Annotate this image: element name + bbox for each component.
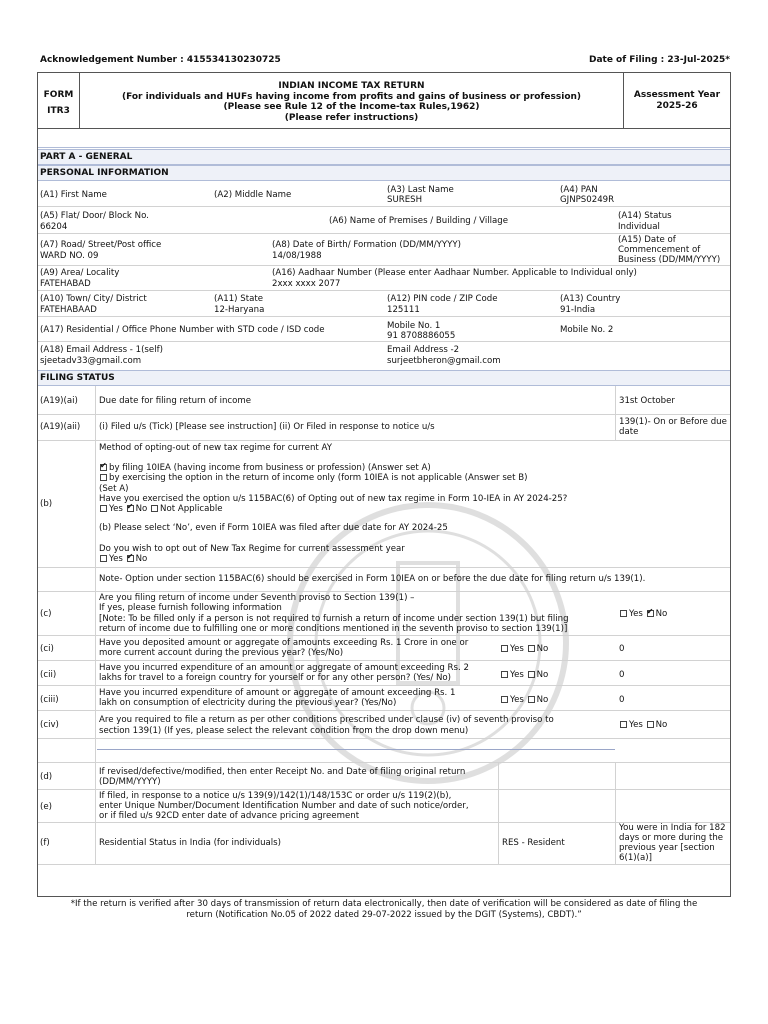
- no-checkbox-icon[interactable]: [647, 610, 654, 617]
- filed-us-text: (i) Filed u/s (Tick) [Please see instruction] (ii) Or Filed in response to notice u/s: [99, 422, 435, 432]
- ciii-label: (ciii): [40, 695, 59, 705]
- no-checkbox-icon[interactable]: [647, 721, 654, 728]
- date-of-filing: Date of Filing : 23-Jul-2025*: [588, 55, 730, 65]
- email-2-value: surjeetbheron@gmail.com: [387, 356, 501, 366]
- personal-info-heading: PERSONAL INFORMATION: [38, 165, 730, 181]
- assessment-year-box: [624, 73, 730, 128]
- area-locality-label: (A9) Area/ Locality: [40, 268, 120, 278]
- premises-label: (A6) Name of Premises / Building / Village: [329, 216, 508, 226]
- e-text-1: If filed, in response to a notice u/s 139(9)/142(1)/148/153C or order u/s 119(2)(b),: [99, 791, 452, 801]
- town-city-label: (A10) Town/ City/ District: [40, 294, 147, 304]
- due-date-text: Due date for filing return of income: [99, 396, 252, 406]
- form-code: ITR3: [47, 106, 70, 116]
- footer-note: [40, 899, 728, 921]
- phone-label: (A17) Residential / Office Phone Number with STD code / ISD code: [40, 325, 325, 335]
- pan-value: GJNPS0249R: [560, 195, 615, 205]
- dob-value: 14/08/1988: [272, 251, 322, 261]
- civ-text-2: section 139(1) (If yes, please select the relevant condition from the drop down menu): [99, 726, 469, 736]
- dob-label: (A8) Date of Birth/ Formation (DD/MM/YYYY): [272, 240, 461, 250]
- civ-options: Yes No: [617, 719, 669, 731]
- seventh-proviso-text-1: Are you filing return of income under Seventh proviso to Section 139(1) –: [99, 593, 415, 603]
- opt-10iea-label: by filing 10IEA (having income from business or profession) (Answer set A): [109, 463, 431, 473]
- yes-checkbox-icon[interactable]: [100, 555, 107, 562]
- opt-return-label: by exercising the option in the return of income only (form 10IEA is not applicable (Answer set B): [109, 473, 528, 483]
- country-value: 91-India: [560, 305, 596, 315]
- d-label: (d): [40, 772, 53, 782]
- state-value: 12-Haryana: [214, 305, 265, 315]
- e-label: (e): [40, 802, 52, 812]
- pan-label: (A4) PAN: [560, 185, 598, 195]
- country-label: (A13) Country: [560, 294, 621, 304]
- ci-value: 0: [619, 644, 625, 654]
- form-code-box: [38, 73, 80, 128]
- form-subtitle-3: (Please refer instructions): [284, 112, 419, 123]
- town-city-value: FATEHABAAD: [40, 305, 97, 315]
- ciii-text-1: Have you incurred expenditure of amount or aggregate of amount exceeding Rs. 1: [99, 688, 456, 698]
- cii-label: (cii): [40, 670, 57, 680]
- yes-checkbox-icon[interactable]: [501, 671, 508, 678]
- seventh-proviso-options: Yes ✔ No: [617, 608, 669, 620]
- b-label: (b): [40, 499, 53, 509]
- cii-text-1: Have you incurred expenditure of an amount or aggregate of amount exceeding Rs. 2: [99, 663, 469, 673]
- seventh-proviso-text-4: return of income due to fulfilling one or more conditions mentioned in the seventh proviso to section 139(1)]: [99, 624, 568, 634]
- opted-out-ay2024-options: Yes ✔ No Not Applicable: [97, 503, 225, 515]
- assessment-year-label: Assessment Year: [633, 90, 721, 100]
- f-label: (f): [40, 838, 50, 848]
- ci-text-1: Have you deposited amount or aggregate of amounts exceeding Rs. 1 Crore in one or: [99, 638, 469, 648]
- option-115bac-note: Note- Option under section 115BAC(6) should be exercised in Form 10IEA on or before the due date for filing return u/s 139(1).: [99, 574, 646, 584]
- no-checkbox-icon[interactable]: [528, 671, 535, 678]
- ciii-value: 0: [619, 695, 625, 705]
- form-title-box: [80, 73, 624, 128]
- aadhaar-value: 2xxx xxxx 2077: [272, 279, 341, 289]
- email-1-value: sjeetadv33@gmail.com: [40, 356, 142, 366]
- ci-text-2: more current account during the previous year? (Yes/No): [99, 648, 344, 658]
- first-name-label: (A1) First Name: [40, 190, 107, 200]
- form-subtitle-2: (Please see Rule 12 of the Income-tax Rules,1962): [223, 102, 480, 112]
- itr-form: [37, 72, 731, 897]
- set-a-label: (Set A): [99, 484, 129, 494]
- seventh-proviso-text-2: If yes, please furnish following information: [99, 603, 282, 613]
- form-title: INDIAN INCOME TAX RETURN: [278, 81, 425, 91]
- ci-label: (ci): [40, 644, 54, 654]
- civ-label: (civ): [40, 720, 59, 730]
- status-label: (A14) Status: [618, 211, 672, 221]
- checkbox-checked-icon[interactable]: [100, 464, 107, 471]
- d-text-1: If revised/defective/modified, then enter Receipt No. and Date of filing original return: [99, 767, 466, 777]
- cii-text-2: lakhs for travel to a foreign country for yourself or for any other person? (Yes/ No): [99, 673, 452, 683]
- opt-out-current-options: Yes ✔ No: [97, 553, 149, 565]
- yes-checkbox-icon[interactable]: [501, 696, 508, 703]
- ciii-options: Yes No: [498, 694, 550, 706]
- area-locality-value: FATEHABAD: [40, 279, 91, 289]
- email-1-label: (A18) Email Address - 1(self): [40, 345, 163, 355]
- ciii-text-2: lakh on consumption of electricity during the previous year? (Yes/No): [99, 698, 397, 708]
- civ-condition-dropdown[interactable]: [97, 749, 615, 750]
- filing-status-heading: FILING STATUS: [38, 370, 730, 386]
- road-street-label: (A7) Road/ Street/Post office: [40, 240, 162, 250]
- opt-return-option[interactable]: [97, 472, 529, 484]
- commencement-date-label: (A15) Date of Commencement of Business (DD/MM/YYYY): [618, 235, 721, 265]
- road-street-value: WARD NO. 09: [40, 251, 99, 261]
- email-2-label: Email Address -2: [387, 345, 460, 355]
- yes-checkbox-icon[interactable]: [501, 645, 508, 652]
- mobile-1-label: Mobile No. 1: [387, 321, 441, 331]
- flat-door-label: (A5) Flat/ Door/ Block No.: [40, 211, 149, 221]
- select-no-note: (b) Please select ‘No’, even if Form 10IEA was filed after due date for AY 2024-25: [99, 523, 448, 533]
- opt-out-method-text: Method of opting-out of new tax regime for current AY: [99, 443, 332, 453]
- status-value: Individual: [618, 222, 660, 232]
- middle-name-label: (A2) Middle Name: [214, 190, 292, 200]
- acknowledgement-number: Acknowledgement Number : 415534130230725: [40, 55, 281, 65]
- form-header: [38, 73, 730, 129]
- residential-status-note: You were in India for 182 days or more during the previous year [section 6(1)(a)]: [619, 823, 726, 863]
- ci-options: Yes No: [498, 643, 550, 655]
- pin-code-value: 125111: [387, 305, 420, 315]
- footer-line-2: return (Notification No.05 of 2022 dated 29-07-2022 issued by the DGIT (Systems), CBDT).”: [186, 910, 582, 920]
- d-text-2: (DD/MM/YYYY): [99, 777, 161, 787]
- footer-line-1: *If the return is verified after 30 days of transmission of return data electronically, then date of verification will be considered as date of filing the: [70, 899, 698, 909]
- part-a-heading: PART A - GENERAL: [38, 149, 730, 165]
- cii-value: 0: [619, 670, 625, 680]
- c-label: (c): [40, 609, 52, 619]
- mobile-1-value: 91 8708886055: [387, 331, 456, 341]
- residential-status-value: RES - Resident: [502, 838, 565, 848]
- last-name-label: (A3) Last Name: [387, 185, 454, 195]
- yes-checkbox-icon[interactable]: [620, 721, 627, 728]
- a19ai-label: (A19)(ai): [40, 396, 78, 406]
- seventh-proviso-text-3: [Note: To be filled only if a person is not required to furnish a return of income under section 139(1) but filing: [99, 614, 569, 624]
- opt-out-current-question: Do you wish to opt out of New Tax Regime for current assessment year: [99, 544, 405, 554]
- na-checkbox-icon[interactable]: [151, 505, 158, 512]
- last-name-value: SURESH: [387, 195, 423, 205]
- civ-text-1: Are you required to file a return as per other conditions prescribed under clause (iv) of seventh proviso to: [99, 715, 554, 725]
- yes-checkbox-icon[interactable]: [620, 610, 627, 617]
- filed-us-value: 139(1)- On or Before due date: [619, 417, 727, 437]
- no-checkbox-icon[interactable]: [127, 505, 134, 512]
- a19aii-label: (A19)(aii): [40, 422, 81, 432]
- aadhaar-label: (A16) Aadhaar Number (Please enter Aadhaar Number. Applicable to Individual only): [272, 268, 637, 278]
- opted-out-ay2024-question: Have you exercised the option u/s 115BAC(6) of Opting out of new tax regime in Form 10-IEA in AY 2024-25?: [99, 494, 568, 504]
- state-label: (A11) State: [214, 294, 263, 304]
- yes-checkbox-icon[interactable]: [100, 505, 107, 512]
- no-checkbox-icon[interactable]: [127, 555, 134, 562]
- form-label: FORM: [43, 90, 74, 100]
- flat-door-value: 66204: [40, 222, 68, 232]
- pin-code-label: (A12) PIN code / ZIP Code: [387, 294, 498, 304]
- checkbox-icon[interactable]: [100, 474, 107, 481]
- e-text-2: enter Unique Number/Document Identification Number and date of such notice/order,: [99, 801, 469, 811]
- due-date-value: 31st October: [619, 396, 675, 406]
- mobile-2-label: Mobile No. 2: [560, 325, 614, 335]
- assessment-year-value: 2025-26: [656, 101, 698, 111]
- no-checkbox-icon[interactable]: [528, 645, 535, 652]
- e-text-3: or if filed u/s 92CD enter date of advance pricing agreement: [99, 811, 360, 821]
- residential-status-text: Residential Status in India (for individuals): [99, 838, 282, 848]
- no-checkbox-icon[interactable]: [528, 696, 535, 703]
- form-subtitle-1: (For individuals and HUFs having income from profits and gains of business or profession): [121, 91, 582, 102]
- cii-options: Yes No: [498, 669, 550, 681]
